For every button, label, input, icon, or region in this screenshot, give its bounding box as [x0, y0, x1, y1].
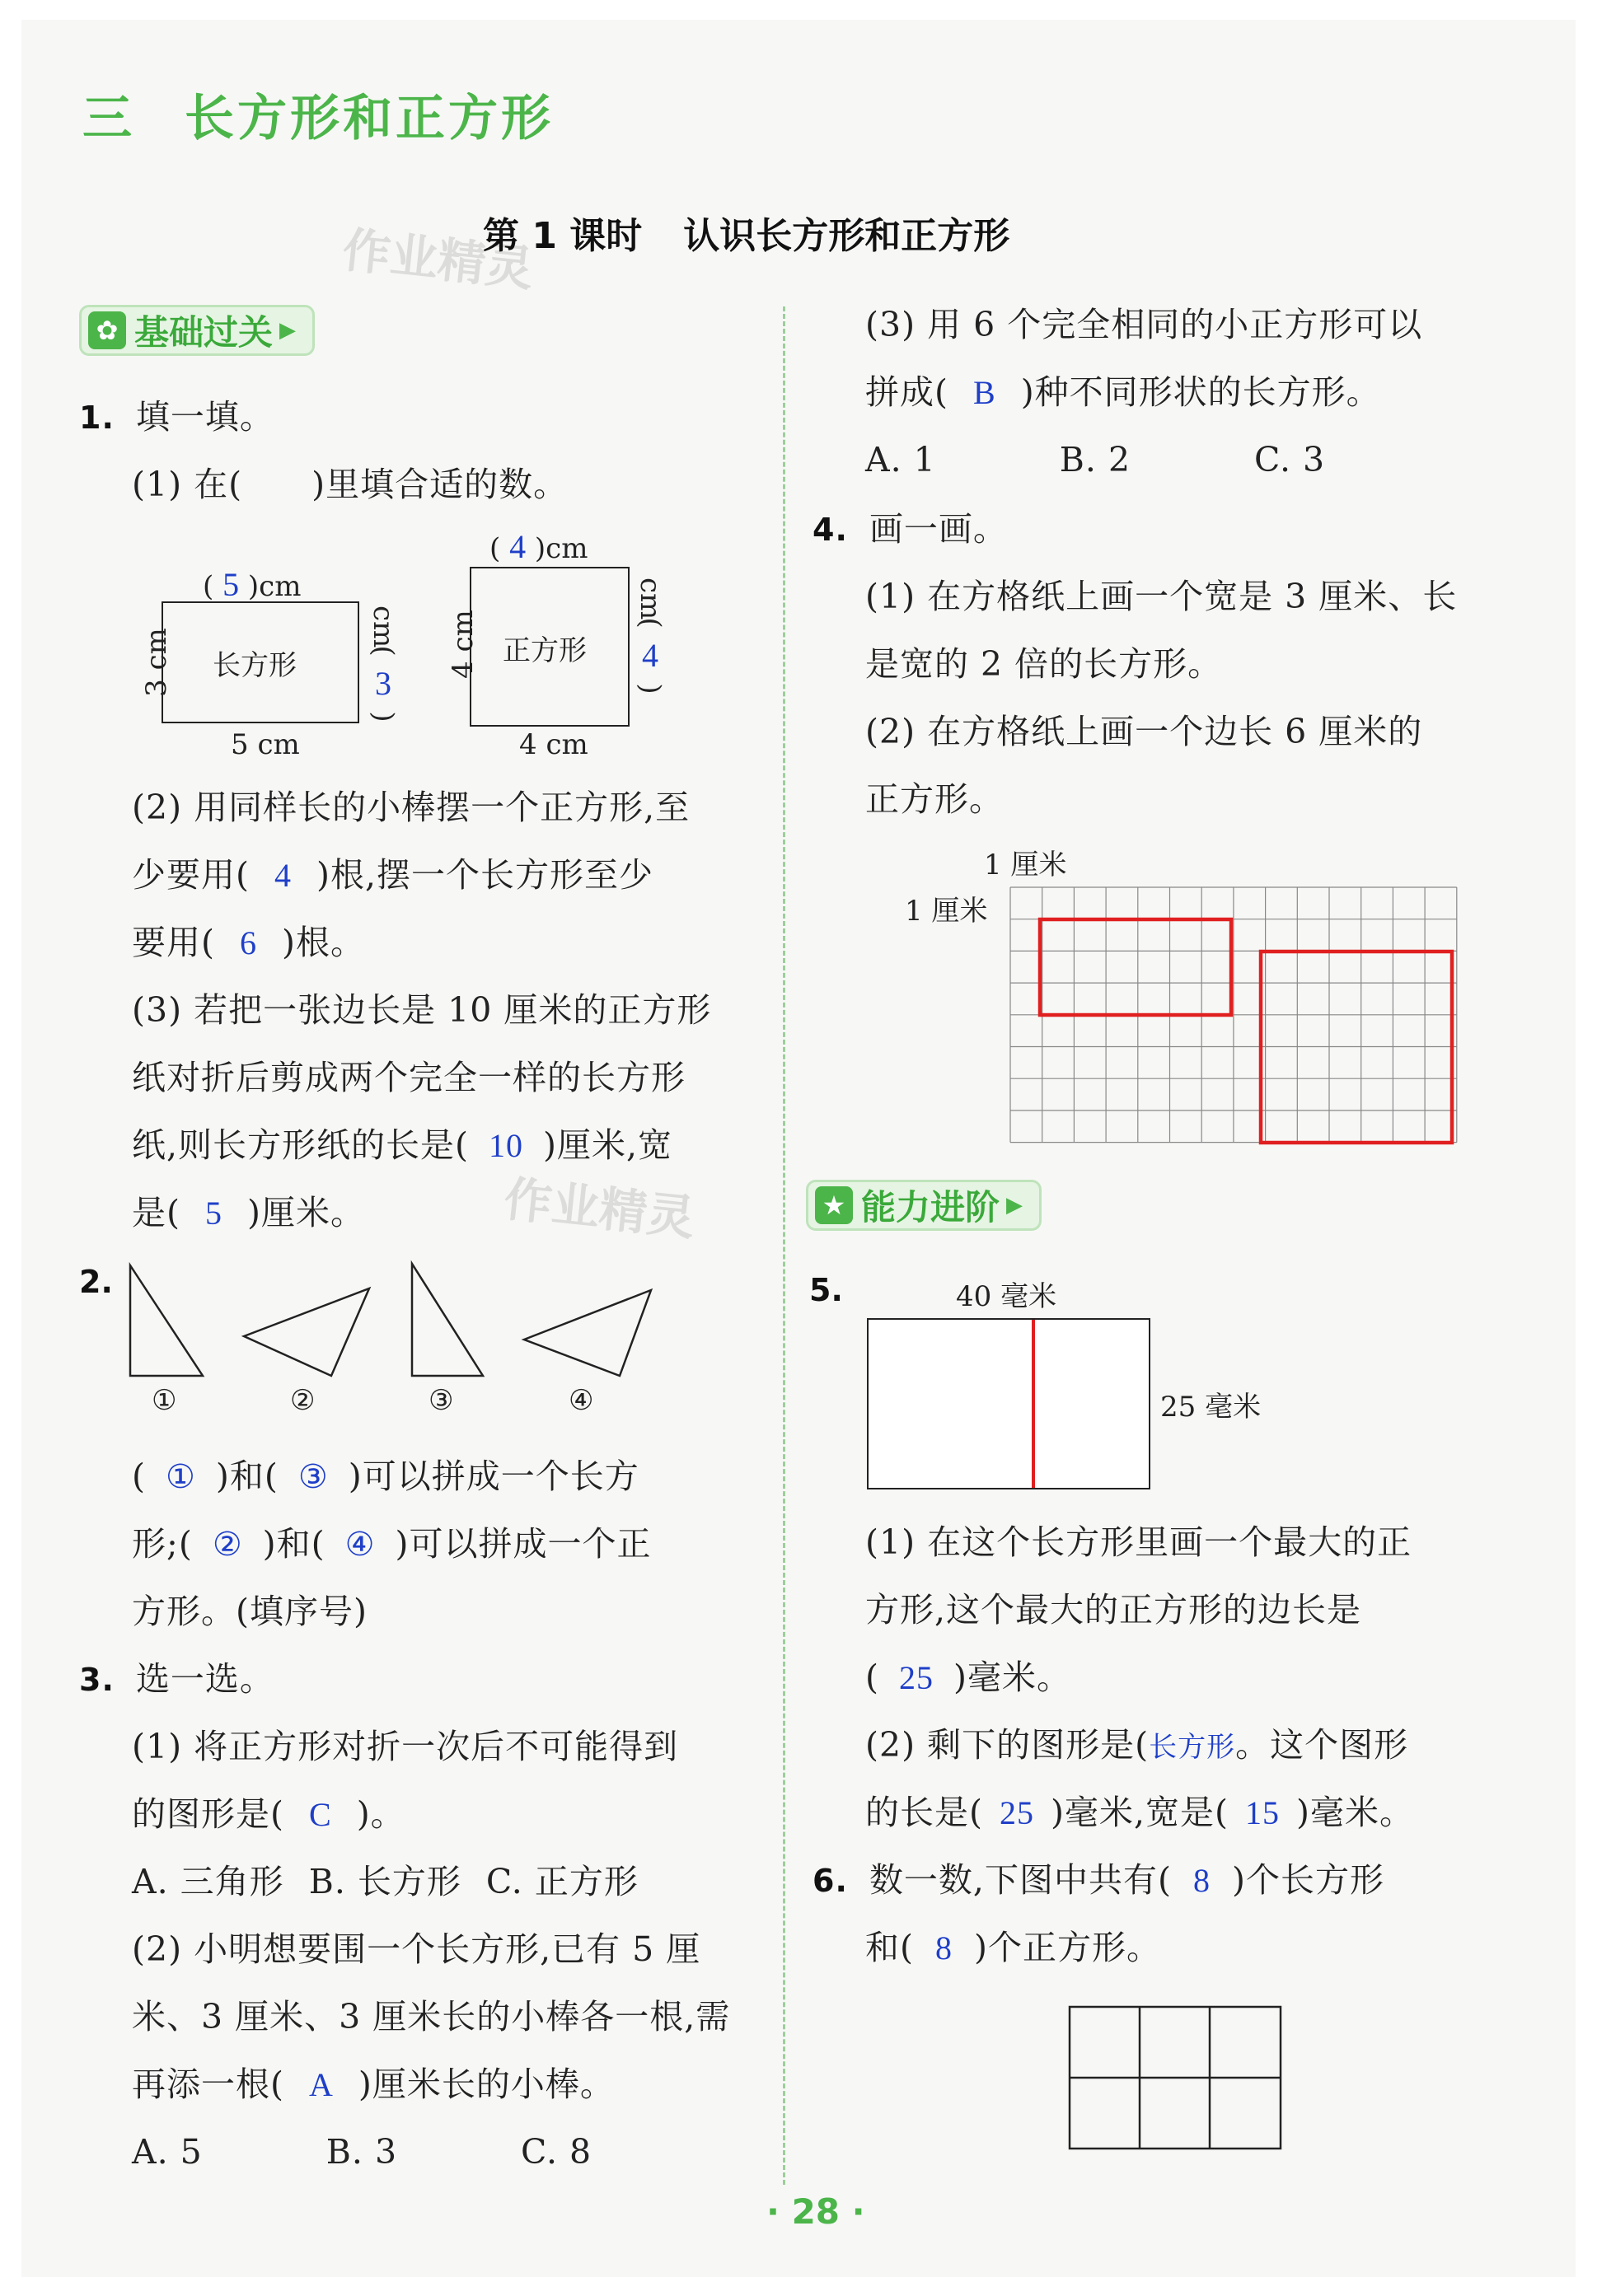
q3-p3-option-c: C. 3	[1254, 440, 1326, 479]
q1-p3-answer1: 10	[489, 1127, 524, 1164]
watermark-2: 作业精灵	[501, 1171, 698, 1246]
q5-p2-line2	[865, 1789, 1414, 1836]
q6-answer1: 8	[1192, 1862, 1211, 1899]
watermark: 作业精灵	[340, 222, 536, 297]
q3-p1-option-c: C. 正方形	[485, 1862, 639, 1901]
page-number: · 28 ·	[766, 2191, 865, 2232]
q3-p2-option-c: C. 8	[521, 2132, 592, 2172]
q6-line2	[865, 1924, 1161, 1971]
q2-number: 2.	[79, 1264, 113, 1300]
q3-p3-line2	[865, 369, 1381, 416]
rect-right-answer: 3	[375, 665, 391, 702]
q1-p2-line3	[132, 919, 365, 966]
q2-answer4: ④	[344, 1526, 376, 1563]
q3-p2-answer: A	[309, 2066, 334, 2103]
lesson-number: 第 1 课时	[483, 215, 643, 257]
triangle-4	[524, 1290, 651, 1376]
q6-text-b: )个长方形	[1231, 1860, 1384, 1900]
q1-p2-line1: (2) 用同样长的小棒摆一个正方形,至	[132, 788, 691, 827]
q3-p2-line3	[132, 2061, 615, 2108]
q5-p2-answer2: 25	[1000, 1794, 1034, 1831]
q2-answer1: ①	[166, 1458, 196, 1495]
q4-p1-line2: 是宽的 2 倍的长方形。	[865, 644, 1223, 684]
q3-p3-option-a: A. 1	[865, 440, 936, 479]
q3-title-line	[79, 1656, 274, 1703]
chapter-title	[82, 79, 554, 150]
rect-bottom-label: 5 cm	[231, 728, 300, 761]
q5-p1-line3	[865, 1654, 1071, 1701]
q2-line2	[132, 1521, 652, 1568]
q1-p3-text-c: 是(	[132, 1193, 180, 1232]
lesson-title	[483, 206, 1009, 259]
q5-rectangle	[867, 1318, 1150, 1489]
q4-title: 画一画。	[869, 509, 1008, 549]
q2-text-f: )可以拼成一个正	[395, 1524, 652, 1564]
q1-p3-line3	[132, 1122, 672, 1169]
q5-p2-line1	[865, 1722, 1408, 1770]
q6-text-a: 数一数,下图中共有(	[869, 1860, 1172, 1900]
q6-text-d: )个正方形。	[974, 1928, 1161, 1967]
q5-red-line	[1032, 1320, 1035, 1488]
rect-right-label: cm ( 3 )	[367, 606, 400, 722]
q5-height-label: 25 毫米	[1160, 1391, 1262, 1424]
q2-answer3: ②	[212, 1526, 243, 1563]
square-right-answer: 4	[642, 637, 658, 674]
section-basic-label: 基础过关	[134, 312, 274, 353]
q3-p3-options	[865, 437, 1325, 483]
q1-p3-text-b: )厘米,宽	[543, 1125, 673, 1165]
q6-grid	[1068, 2005, 1286, 2153]
q1-p3-text-a: 纸,则长方形纸的长是(	[132, 1125, 470, 1165]
q2-answer2: ③	[297, 1458, 329, 1495]
q3-p1-options	[132, 1859, 639, 1905]
q2-triangles	[115, 1252, 676, 1384]
q5-p1-line1: (1) 在这个长方形里画一个最大的正	[865, 1522, 1412, 1562]
q1-title-line	[79, 394, 274, 441]
triangle-label-4: ④	[569, 1384, 594, 1417]
q1-p3-line4	[132, 1190, 365, 1237]
q6-number: 6.	[813, 1863, 848, 1899]
q1-p3-line1: (3) 若把一张边长是 10 厘米的正方形	[132, 990, 712, 1030]
q3-p1-option-b: B. 长方形	[308, 1862, 461, 1901]
q2-text-d: 形;(	[132, 1524, 193, 1564]
q5-p2-answer1: 长方形	[1149, 1731, 1236, 1764]
rect-top-answer: 5	[222, 566, 240, 603]
q3-p2-option-a: A. 5	[132, 2132, 203, 2172]
q3-p1-text-b: )。	[356, 1794, 405, 1834]
rect-label: 长方形	[213, 649, 297, 682]
lesson-name: 认识长方形和正方形	[683, 215, 1010, 257]
q1-part1: (1) 在( )里填合适的数。	[132, 465, 569, 504]
q1-p2-answer1: 4	[274, 857, 292, 894]
q1-p2-text-b: )根,摆一个长方形至少	[316, 855, 654, 895]
q3-p3-answer: B	[973, 374, 996, 411]
q6-line1	[813, 1857, 1384, 1904]
q3-p2-options	[132, 2129, 592, 2175]
triangle-1	[130, 1265, 203, 1376]
q3-p1-option-a: A. 三角形	[132, 1862, 284, 1901]
q3-p3-text-b: )种不同形状的长方形。	[1020, 372, 1381, 412]
gear-icon: ✿	[88, 311, 126, 349]
q4-number: 4.	[813, 512, 848, 548]
q5-p2-text-b: 。这个图形	[1235, 1725, 1409, 1765]
q5-width-label: 40 毫米	[956, 1280, 1057, 1313]
q3-p1-line1: (1) 将正方形对折一次后不可能得到	[132, 1727, 679, 1766]
square-left-label: 4 cm	[446, 610, 480, 679]
section-advanced-label: 能力进阶	[861, 1187, 1000, 1227]
q2-text-b: )和(	[215, 1457, 279, 1496]
q5-p1-text-a: (	[865, 1658, 879, 1697]
q3-p3-text-a: 拼成(	[865, 372, 948, 412]
triangle-label-1: ①	[152, 1384, 177, 1417]
square-right-label: cm ( 4 )	[634, 578, 667, 694]
q4-p2-line1: (2) 在方格纸上画一个边长 6 厘米的	[865, 712, 1423, 751]
q5-number: 5.	[809, 1272, 843, 1308]
q4-title-line	[813, 506, 1008, 553]
q6-answer2: 8	[935, 1929, 953, 1966]
arrow-right-icon: ▶	[279, 318, 297, 343]
q1-p3-line2: 纸对折后剪成两个完全一样的长方形	[132, 1058, 686, 1097]
arrow-right-icon: ▶	[1006, 1193, 1023, 1218]
triangle-3	[412, 1264, 483, 1376]
q3-p2-option-b: B. 3	[325, 2132, 398, 2172]
q4-p1-line1: (1) 在方格纸上画一个宽是 3 厘米、长	[865, 577, 1458, 616]
square-top-answer: 4	[509, 528, 527, 565]
q3-p2-text-b: )厘米长的小棒。	[358, 2065, 615, 2104]
q5-p1-answer: 25	[899, 1659, 934, 1696]
q3-p2-line2: 米、3 厘米、3 厘米长的小棒各一根,需	[132, 1997, 731, 2036]
q5-p1-text-b: )毫米。	[953, 1658, 1071, 1697]
q1-number: 1.	[79, 400, 115, 436]
running-person-icon: ★	[815, 1186, 853, 1224]
q4-p2-line2: 正方形。	[865, 779, 1004, 819]
triangle-2	[244, 1288, 369, 1376]
triangle-label-2: ②	[290, 1384, 316, 1417]
q3-p2-line1: (2) 小明想要围一个长方形,已有 5 厘	[132, 1929, 701, 1969]
grid-unit-left: 1 厘米	[905, 895, 988, 928]
section-advanced	[806, 1180, 1042, 1231]
q3-p2-text-a: 再添一根(	[132, 2065, 284, 2104]
q2-text-c: )可以拼成一个长方	[348, 1457, 639, 1496]
grid-paper	[997, 886, 1459, 1150]
grid-unit-top: 1 厘米	[984, 849, 1067, 881]
q2-text-e: )和(	[262, 1524, 325, 1564]
q5-p2-answer3: 15	[1245, 1794, 1281, 1831]
q2-line1	[132, 1453, 639, 1500]
triangle-label-3: ③	[429, 1384, 454, 1417]
section-basic	[79, 305, 315, 356]
q5-p1-line2: 方形,这个最大的正方形的边长是	[865, 1590, 1362, 1630]
q5-p2-text-a: (2) 剩下的图形是(	[865, 1725, 1150, 1765]
q5-p2-text-e: )毫米。	[1296, 1793, 1415, 1832]
square-label: 正方形	[503, 634, 587, 667]
chapter-name: 长方形和正方形	[185, 90, 554, 147]
q1-p2-text-c: 要用(	[132, 923, 215, 962]
q1-p2-line2	[132, 852, 653, 899]
q1-title: 填一填。	[135, 397, 274, 437]
q2-line3: 方形。(填序号)	[132, 1592, 368, 1631]
rect-top-label: ( 5 )cm	[203, 566, 302, 603]
q3-number: 3.	[79, 1662, 115, 1698]
chapter-number: 三	[82, 90, 135, 147]
q3-p1-answer: C	[309, 1796, 332, 1833]
q3-p3-line1: (3) 用 6 个完全相同的小正方形可以	[865, 305, 1423, 344]
q3-title: 选一选。	[135, 1659, 274, 1699]
q3-p1-text-a: 的图形是(	[132, 1794, 284, 1834]
rect-left-label: 3 cm	[139, 628, 173, 697]
q1-p3-answer2: 5	[205, 1195, 222, 1232]
square-bottom-label: 4 cm	[519, 728, 588, 761]
square-top-label: ( 4 )cm	[489, 528, 588, 565]
q6-text-c: 和(	[865, 1928, 914, 1967]
q1-p2-text-a: 少要用(	[132, 855, 250, 895]
q2-text-a: (	[132, 1457, 146, 1496]
q3-p1-line2	[132, 1791, 405, 1838]
q1-p2-text-d: )根。	[282, 923, 365, 962]
q3-p3-option-b: B. 2	[1059, 440, 1131, 479]
drawn-rectangle	[1040, 919, 1231, 1015]
q5-p2-text-d: )毫米,宽是(	[1051, 1793, 1229, 1832]
column-divider	[783, 306, 785, 2185]
q1-p3-text-d: )厘米。	[247, 1193, 365, 1232]
q5-p2-text-c: 的长是(	[865, 1793, 983, 1832]
q1-p2-answer2: 6	[240, 924, 257, 961]
